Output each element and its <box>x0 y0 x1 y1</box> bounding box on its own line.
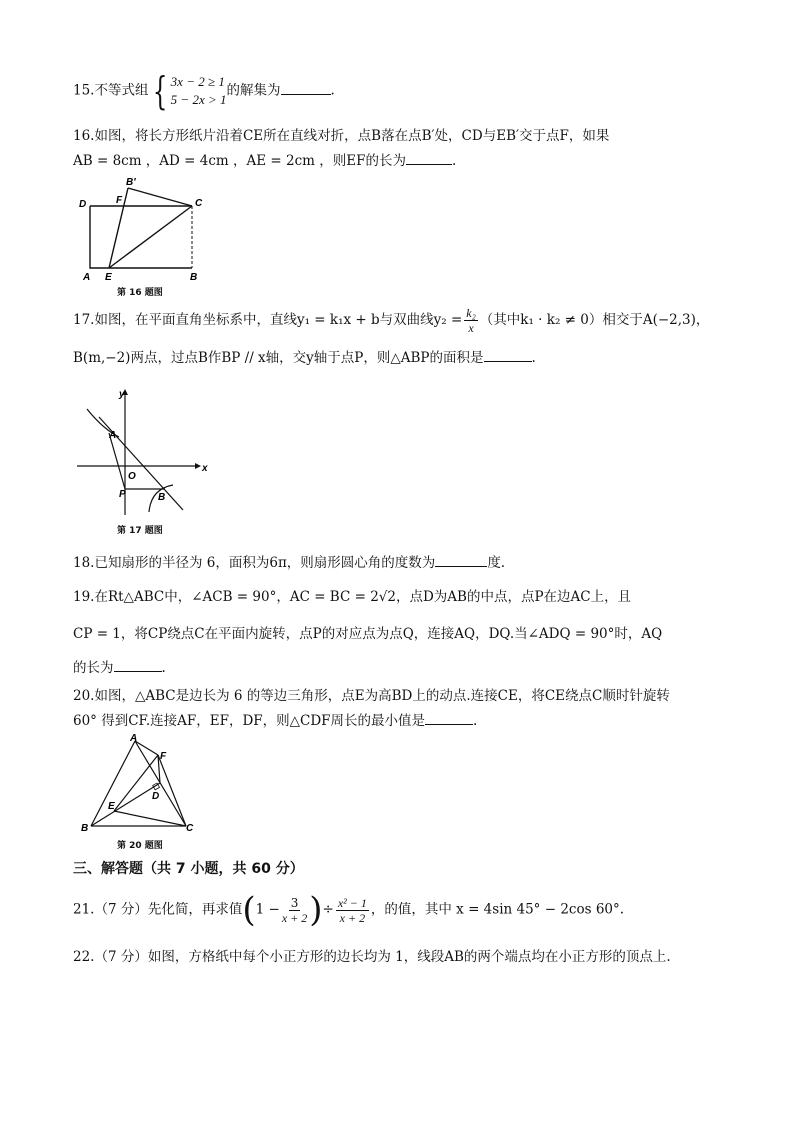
label-O: O <box>128 471 136 482</box>
label-P: P <box>119 489 126 500</box>
q18-text: 18.已知扇形的半径为 6，面积为6π，则扇形圆心角的度数为 <box>73 555 436 571</box>
figure-16-caption: 第 16 题图 <box>117 288 163 298</box>
q16-line-1: 16.如图，将长方形纸片沿着CE所在直线对折，点B落在点B′处，CD与EB′交于点F，如果 <box>73 128 610 144</box>
figure-16 <box>76 173 216 285</box>
figure-20 <box>78 733 203 838</box>
q15-prefix: 15.不等式组 <box>73 82 149 99</box>
label-B-prime: B′ <box>126 177 136 188</box>
q21-prefix: 21.（7 分）先化简，再求值 <box>73 901 243 918</box>
answer-blank <box>435 552 487 567</box>
q19-line-1: 19.在Rt△ABC中，∠ACB = 90°，AC = BC = 2√2，点D为AB的中点，点P在边AC上，且 <box>73 589 632 605</box>
figure-17-caption: 第 17 题图 <box>117 526 163 536</box>
label-B: B <box>158 492 166 503</box>
label-B: B <box>81 823 89 834</box>
label-A: A <box>83 272 91 283</box>
fraction-k2-over-x <box>464 306 478 335</box>
q21-suffix: ，的值，其中 x = 4sin 45° − 2cos 60°. <box>370 901 625 918</box>
question-19 <box>73 587 662 678</box>
label-F: F <box>160 751 167 762</box>
divide-sign: ÷ <box>322 901 334 918</box>
q15-end: . <box>330 82 335 99</box>
frac-den: x + 2 <box>281 910 308 925</box>
label-x: x <box>202 463 208 474</box>
label-B: B <box>190 272 198 283</box>
brace-icon: { <box>153 69 168 113</box>
question-21 <box>73 890 625 930</box>
question-22 <box>73 947 671 967</box>
q17-line-1a: 17.如图，在平面直角坐标系中，直线y₁ = k₁x + b与双曲线y₂ = <box>73 312 463 328</box>
label-D: D <box>152 791 160 802</box>
left-paren-icon: ( <box>242 890 256 930</box>
answer-blank <box>281 80 331 95</box>
label-C: C <box>186 823 194 834</box>
question-18 <box>73 552 505 573</box>
figure-20-caption: 第 20 题图 <box>117 841 163 851</box>
q20-end: . <box>473 713 478 729</box>
inequality-system <box>148 69 227 113</box>
q17-line-1b: （其中k₁ · k₂ ≠ 0）相交于A(−2,3)， <box>479 312 710 328</box>
figure-17 <box>73 385 213 520</box>
q20-line-1: 20.如图，△ABC是边长为 6 的等边三角形，点E为高BD上的动点.连接CE，将CE绕点C顺时针旋转 <box>73 688 670 704</box>
inequality-line-2: 5 − 2x > 1 <box>170 92 227 107</box>
label-F: F <box>116 195 123 206</box>
frac-den: x <box>468 321 474 335</box>
label-A: A <box>109 430 117 441</box>
q22-text: 22.（7 分）如图，方格纸中每个小正方形的边长均为 1，线段AB的两个端点均在小正方形的顶点上. <box>73 949 671 965</box>
frac-num: x² − 1 <box>337 895 367 910</box>
question-20 <box>73 686 670 731</box>
label-E: E <box>105 272 112 283</box>
q19-line-3: 的长为 <box>73 660 114 676</box>
fraction-3-over-x-plus-2 <box>282 896 307 925</box>
question-16 <box>73 126 609 171</box>
q17-end: . <box>531 350 536 366</box>
one-minus: 1 − <box>255 901 280 918</box>
frac-num: k₂ <box>466 306 476 320</box>
question-17 <box>73 306 709 368</box>
inequality-line-1: 3x − 2 ≥ 1 <box>170 74 225 89</box>
answer-blank <box>114 657 162 672</box>
answer-blank <box>425 710 473 725</box>
q16-end: . <box>451 153 457 169</box>
label-A: A <box>130 733 138 744</box>
label-E: E <box>108 801 115 812</box>
label-y: y <box>119 389 125 400</box>
label-D: D <box>79 199 87 210</box>
q18-end: 度. <box>487 555 506 571</box>
label-C: C <box>195 198 203 209</box>
frac-num: 3 <box>290 895 299 910</box>
fraction-x2-minus-1 <box>336 896 369 925</box>
q17-line-2: B(m,−2)两点，过点B作BP // x轴，交y轴于点P，则△ABP的面积是 <box>73 350 484 366</box>
q19-end: . <box>161 660 166 676</box>
question-15 <box>73 69 335 113</box>
answer-blank <box>484 347 532 362</box>
q15-suffix: 的解集为 <box>226 82 281 99</box>
section-heading: 三、解答题（共 7 小题，共 60 分） <box>73 861 304 877</box>
q16-line-2: AB = 8cm ，AD = 4cm ，AE = 2cm ，则EF的长为 <box>73 153 406 169</box>
right-paren-icon: ) <box>309 890 323 930</box>
q19-line-2: CP = 1，将CP绕点C在平面内旋转，点P的对应点为点Q，连接AQ，DQ.当∠ADQ = 90°时，AQ <box>73 626 663 642</box>
answer-blank <box>406 150 452 165</box>
frac-den: x + 2 <box>339 910 366 925</box>
q20-line-2: 60° 得到CF.连接AF，EF，DF，则△CDF周长的最小值是 <box>73 713 426 729</box>
